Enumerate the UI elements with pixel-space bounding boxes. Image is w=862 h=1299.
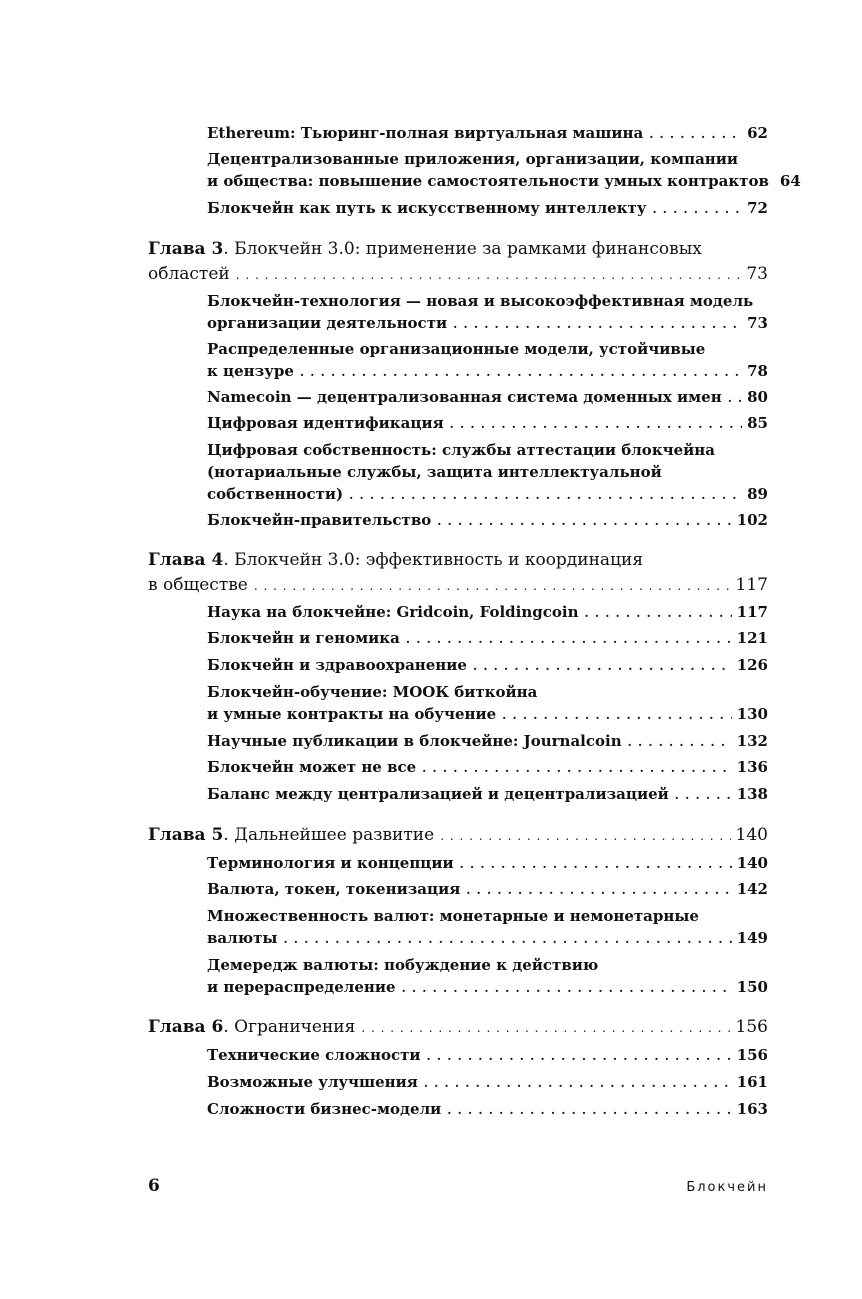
- toc-section-title: Терминология и концепции: [207, 854, 454, 872]
- toc-section-title: Блокчейн-правительство: [207, 511, 432, 529]
- toc-section: [207, 730, 768, 753]
- toc-section-title: Возможные улучшения: [207, 1073, 418, 1091]
- toc-section: [207, 386, 768, 409]
- toc-section: [207, 122, 768, 145]
- toc-page-number: 163: [736, 1100, 768, 1118]
- toc-section-title: Сложности бизнес-модели: [207, 1100, 442, 1118]
- toc-section-title-line: Блокчейн-обучение: МООК биткойна: [207, 683, 538, 701]
- toc-section-title-line: Блокчейн-технология — новая и высокоэффективная модель: [207, 292, 754, 310]
- toc-chapter: [148, 548, 768, 599]
- toc-section-title-line: Множественность валют: монетарные и немонетарные: [207, 907, 699, 925]
- toc-section-title: к цензуре: [207, 362, 294, 380]
- toc-section: [207, 878, 768, 901]
- toc-section: [207, 601, 768, 624]
- toc-page-number: 64: [779, 172, 801, 190]
- toc-section: [207, 1098, 768, 1121]
- chapter-label: Глава 4: [148, 550, 224, 570]
- toc-section-title-line: Децентрализованные приложения, организации, компании: [207, 150, 739, 168]
- toc-page-number: 121: [736, 629, 768, 647]
- toc-section: [207, 681, 768, 726]
- toc-section: [207, 439, 768, 506]
- toc-section-title-line: (нотариальные службы, защита интеллектуальной: [207, 463, 662, 481]
- toc-page-number: 140: [736, 854, 768, 872]
- toc-page-number: 85: [747, 414, 768, 432]
- toc-section: [207, 1071, 768, 1094]
- toc-chapter: [148, 823, 768, 849]
- toc-section: [207, 954, 768, 999]
- toc-section-title: Валюта, токен, токенизация: [207, 880, 461, 898]
- toc-section: [207, 290, 768, 335]
- running-title: Блокчейн: [686, 1180, 768, 1195]
- chapter-label: Глава 6: [148, 1017, 224, 1037]
- toc-page-number: 117: [736, 603, 768, 621]
- toc-page-number: 73: [746, 264, 768, 284]
- toc-section-title: Баланс между централизацией и децентрализацией: [207, 785, 669, 803]
- toc-page-number: 62: [747, 124, 768, 142]
- toc-section-title: и общества: повышение самостоятельности умных контрактов: [207, 172, 769, 190]
- toc-section-title: Блокчейн и здравоохранение: [207, 656, 467, 674]
- toc-chapter: [148, 237, 768, 288]
- toc-section-title: Блокчейн может не все: [207, 758, 417, 776]
- toc-section: [207, 412, 768, 435]
- toc-section: [207, 627, 768, 650]
- toc-section: [207, 783, 768, 806]
- toc-page-number: 73: [747, 314, 768, 332]
- toc-page-number: 89: [747, 485, 768, 503]
- toc-section: [207, 756, 768, 779]
- toc-section: [207, 905, 768, 950]
- toc-page-number: 156: [735, 1017, 768, 1037]
- page-number: 6: [148, 1176, 160, 1196]
- chapter-label: Глава 5: [148, 825, 224, 845]
- toc-section-title: валюты: [207, 929, 278, 947]
- toc-page-number: 156: [736, 1046, 768, 1064]
- chapter-title: . Дальнейшее развитие: [223, 825, 435, 845]
- toc-page-number: 136: [736, 758, 768, 776]
- toc-page-number: 117: [735, 575, 768, 595]
- toc-page-number: 130: [736, 705, 768, 723]
- toc-section-title: Цифровая идентификация: [207, 414, 444, 432]
- toc-section-title: Namecoin — децентрализованная система доменных имен: [207, 388, 722, 406]
- toc-section-title-line: Демередж валюты: побуждение к действию: [207, 956, 599, 974]
- toc-section-title: Наука на блокчейне: Gridcoin, Foldingcoin: [207, 603, 579, 621]
- toc-page-number: 132: [736, 732, 768, 750]
- toc-section: [207, 654, 768, 677]
- toc-section: [207, 338, 768, 383]
- toc-section-title: Ethereum: Тьюринг-полная виртуальная машина: [207, 124, 644, 142]
- chapter-title: . Ограничения: [223, 1017, 356, 1037]
- toc-section-title: Блокчейн и геномика: [207, 629, 400, 647]
- toc-section-title-line: Цифровая собственность: службы аттестации блокчейна: [207, 441, 715, 459]
- toc-chapter: [148, 1015, 768, 1041]
- toc-page-number: 161: [736, 1073, 768, 1091]
- toc-section-title: собственности): [207, 485, 344, 503]
- toc-section: [207, 1044, 768, 1067]
- chapter-title: . Блокчейн 3.0: эффективность и координация: [223, 550, 644, 570]
- toc-page-number: 150: [736, 978, 768, 996]
- toc-page-number: 140: [735, 825, 768, 845]
- toc-page-number: 80: [747, 388, 768, 406]
- toc-page-number: 72: [747, 199, 768, 217]
- toc-section-title: Научные публикации в блокчейне: Journalcoin: [207, 732, 622, 750]
- toc-section-title-line: Распределенные организационные модели, устойчивые: [207, 340, 706, 358]
- chapter-label: Глава 3: [148, 239, 224, 259]
- toc-section-title: Технические сложности: [207, 1046, 421, 1064]
- toc-section-title: организации деятельности: [207, 314, 448, 332]
- toc-page-number: 142: [736, 880, 768, 898]
- toc-section-title: и умные контракты на обучение: [207, 705, 497, 723]
- toc-section: [207, 852, 768, 875]
- toc-section: [207, 509, 768, 532]
- toc-section: [207, 148, 801, 193]
- toc-page-number: 149: [736, 929, 768, 947]
- chapter-title-line: в обществе: [148, 575, 248, 595]
- chapter-title-line: областей: [148, 264, 230, 284]
- toc-page-number: 102: [736, 511, 768, 529]
- toc-section-title: Блокчейн как путь к искусственному интеллекту: [207, 199, 647, 217]
- toc-page-number: 126: [736, 656, 768, 674]
- chapter-title: . Блокчейн 3.0: применение за рамками финансовых: [223, 239, 702, 259]
- toc-section-title: и перераспределение: [207, 978, 396, 996]
- toc-section: [207, 197, 768, 220]
- toc-page-number: 138: [736, 785, 768, 803]
- toc-page-number: 78: [747, 362, 768, 380]
